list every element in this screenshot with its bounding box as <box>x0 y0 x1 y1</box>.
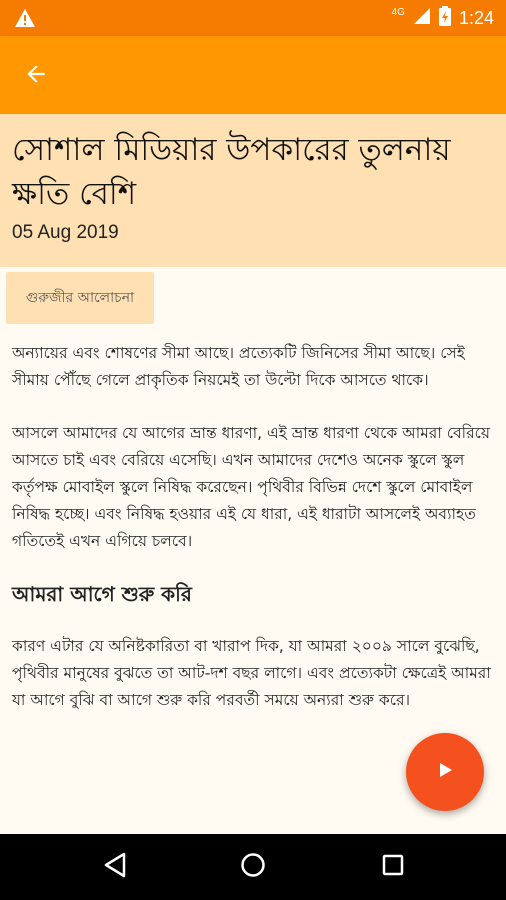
square-recents-icon <box>381 853 405 881</box>
status-icons <box>392 6 494 31</box>
back-button[interactable] <box>20 60 52 92</box>
signal-icon <box>413 7 431 30</box>
article-paragraph: কারণ এটার যে অনিষ্টকারিতা বা খারাপ দিক, যা আমরা ২০০৯ সালে বুঝেছি, পৃথিবীর মানুষের বুঝতে তা আট-দশ বছর লাগে। এবং প্রত্যেকটা ক্ষেত্রেই আমরা যা আগে বুঝি বা আগে শুরু করি পরবর্তী সময়ে অন্যরা শুরু করে। <box>12 637 491 709</box>
play-icon <box>435 760 455 784</box>
category-tag[interactable]: গুরুজীর আলোচনা <box>6 272 154 324</box>
article-subheading: আমরা আগে শুরু করি <box>12 582 192 606</box>
arrow-left-icon <box>23 61 49 91</box>
circle-home-icon <box>240 852 266 882</box>
system-nav-bar <box>0 834 506 900</box>
nav-recents-button[interactable] <box>378 852 408 882</box>
app-bar <box>0 36 506 114</box>
warning-icon <box>14 8 36 32</box>
play-audio-button[interactable] <box>406 733 484 811</box>
article-title: সোশাল মিডিয়ার উপকারের তুলনায় ক্ষতি বেশি <box>12 132 451 212</box>
article-header <box>0 114 506 267</box>
status-bar <box>0 0 506 36</box>
battery-icon <box>439 6 451 31</box>
nav-back-button[interactable] <box>100 852 130 882</box>
article-paragraph: অন্যায়ের এবং শোষণের সীমা আছে। প্রত্যেকটি জিনিসের সীমা আছে। সেই সীমায় পৌঁছে গেলে প্রাকৃতিক নিয়মেই তা উল্টো দিকে আসতে থাকে। <box>12 344 465 389</box>
triangle-back-icon <box>103 852 127 882</box>
article-body <box>12 340 496 740</box>
article-paragraph: আসলে আমাদের যে আগের ভ্রান্ত ধারণা, এই ভ্রান্ত ধারণা থেকে আমরা বেরিয়ে আসতে চাই এবং বেরিয়ে এসেছি। এখন আমাদের দেশেও অনেক স্কুলে স্কুল কর্তৃপক্ষ মোবাইল স্কুলে নিষিদ্ধ করেছেন। পৃথিবীর বিভিন্ন দেশে স্কুলে মোবাইল নিষিদ্ধ হচ্ছে। এবং নিষিদ্ধ হওয়ার এই যে ধারা, এই ধারাটা আসলেই অব্যাহত গতিতেই এখন এগিয়ে চলবে। <box>12 424 490 550</box>
nav-home-button[interactable] <box>238 852 268 882</box>
article-date: 05 Aug 2019 <box>12 222 119 243</box>
clock: 1:24 <box>458 8 494 28</box>
network-type: 4G <box>391 7 405 18</box>
